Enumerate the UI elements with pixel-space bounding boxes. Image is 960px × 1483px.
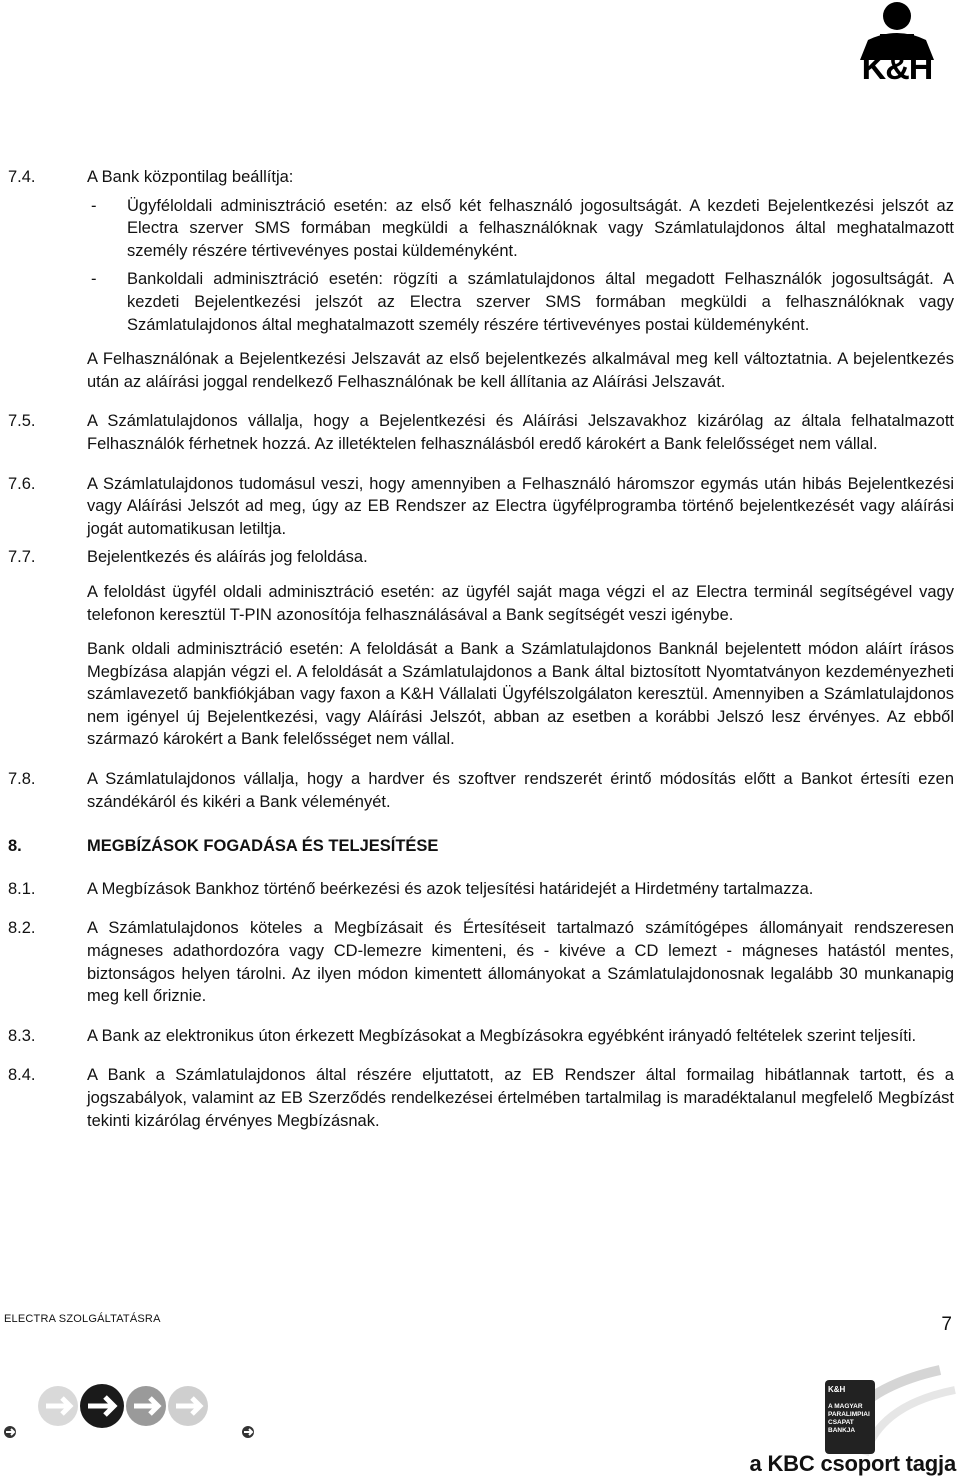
bullet-item: - Ügyféloldali adminisztráció esetén: az első két felhasználó jogosultságát. A kezdeti Bejelentkezési jelszót az Electra szerver SMS formában megküldi a felhasználóknak vagy Számlatulajdonos által meghatalmazott személy részére tértivevényes postai küldeményként.: [91, 196, 954, 260]
section-7-4: [8, 166, 954, 393]
arrow-icons-decoration: [0, 1380, 260, 1450]
arrow-right-icon: [80, 1384, 124, 1428]
badge-brand: K&H: [828, 1385, 846, 1394]
document-body: [8, 166, 954, 1149]
section-text: A Számlatulajdonos köteles a Megbízásait és Értesítéseit tartalmazó számítógépes állományait rendszeresen mágneses adathordozóra vagy CD-lemezre kimenteni, és - kivéve a CD lemezt - mágneses hatástól mentes, biztonságos helyen tárolni. Az ilyen módon kimentett állományokat a Számlatulajdonosnak legalább 30 munkanapig meg kell őriznie.: [87, 919, 954, 1006]
page-number: 7: [941, 1314, 952, 1335]
badge-line: CSAPAT BANKJA: [828, 1419, 856, 1434]
section-text: A Bank az elektronikus úton érkezett Megbízásokat a Megbízásokra egyébként irányadó feltételek szerint teljesíti.: [87, 1026, 917, 1045]
kbc-tagline: a KBC csoport tagja: [749, 1451, 956, 1476]
section-number: 8.1.: [8, 879, 36, 898]
section-number: 8.2.: [8, 919, 36, 938]
arrow-right-icon: [126, 1386, 166, 1426]
bullet-item: - Bankoldali adminisztráció esetén: rögzíti a számlatulajdonos által megadott Felhasználók jogosultságát. A kezdeti Bejelentkezési jelszót az Electra szerver SMS formában megküldi a felhasználóknak vagy Számlatulajdonos által meghatalmazott személy részére tértivevényes postai küldeményként.: [91, 270, 954, 334]
section-text: A Számlatulajdonos vállalja, hogy a hardver és szoftver rendszerét érintő módosítás előtt a Bankot értesíti ezen szándékáról és kikéri a Bank véleményét.: [87, 770, 954, 811]
arrow-right-icon: [38, 1386, 78, 1426]
section-7-5: [8, 410, 954, 455]
section-text: A Számlatulajdonos vállalja, hogy a Bejelentkezési és Aláírási Jelszavakhoz kizárólag az általa felhatalmazott Felhasználók férhetnek hozzá. Az illetéktelen felhasználásból eredő károkért a Bank felelősséget nem vállal.: [87, 412, 954, 453]
section-8-1: [8, 878, 954, 901]
paragraph: A Felhasználónak a Bejelentkezési Jelszavát az első bejelentkezés alkalmával meg kell változtatnia. A bejelentkezés után az aláírási joggal rendelkező Felhasználónak be kell állítania az Aláírási Jelszavát.: [87, 350, 954, 391]
section-text: A Megbízások Bankhoz történő beérkezési és azok teljesítési határidejét a Hirdetmény tartalmazza.: [87, 879, 814, 898]
section-text: A Számlatulajdonos tudomásul veszi, hogy amennyiben a Felhasználó háromszor egymás után hibás Bejelentkezési vagy Aláírási Jelszót ad meg, úgy az EB Rendszer az Electra ügyfélprogramba történő bejelentkezését vagy aláírási jogát automatikusan letiltja.: [87, 474, 954, 538]
section-number: 7.6.: [8, 474, 36, 493]
logo-text: K&H: [861, 49, 933, 87]
bullet-text: Ügyféloldali adminisztráció esetén: az első két felhasználó jogosultságát. A kezdeti Bejelentkezési jelszót az Electra szerver SMS formában megküldi a felhasználóknak vagy Számlatulajdonos által meghatalmazott személy részére tértivevényes postai küldeményként.: [127, 196, 954, 260]
section-8-2: [8, 917, 954, 1007]
paragraph: Bank oldali adminisztráció esetén: A feloldását a Bank a Számlatulajdonos Banknál bejelentett módon aláírt írásos Megbízása alapján végzi el. A feloldását a Számlatulajdonos a Bank által biztosított Nyomtatványon kezdeményezheti számlavezető bankfiókjában vagy faxon a K&H Vállalati Ügyfélszolgálaton keresztül. Amennyiben a Számlatulajdonos nem igényel új Bejelentkezési, vagy Aláírási Jelszót, abban az esetben a korábbi Jelszó lesz érvényes. Az ebből származó károkért a Bank felelősséget nem vállal.: [87, 640, 954, 749]
section-heading: MEGBÍZÁSOK FOGADÁSA ÉS TELJESÍTÉSE: [87, 837, 439, 856]
section-number: 7.5.: [8, 412, 36, 431]
small-arrow-icon: [4, 1426, 16, 1438]
badge-line: PARALIMPIAI: [828, 1411, 870, 1418]
section-number: 7.8.: [8, 770, 36, 789]
section-number: 8.: [8, 837, 22, 856]
section-7-8: [8, 768, 954, 813]
section-number: 7.4.: [8, 168, 36, 186]
section-7-7: [8, 546, 954, 751]
section-text: A Bank központilag beállítja:: [87, 168, 294, 186]
section-8-3: [8, 1025, 954, 1048]
section-7-6: [8, 473, 954, 541]
section-number: 7.7.: [8, 548, 36, 567]
small-arrow-icon: [242, 1426, 254, 1438]
bullet-text: Bankoldali adminisztráció esetén: rögzíti a számlatulajdonos által megadott Felhasználók jogosultságát. A kezdeti Bejelentkezési jelszót az Electra szerver SMS formában megküldi a felhasználóknak vagy Számlatulajdonos által meghatalmazott személy részére tértivevényes postai küldeményként.: [127, 270, 954, 334]
section-text: A Bank a Számlatulajdonos által részére eljuttatott, az EB Rendszer által formailag hibátlannak tartott, és a jogszabályok, valamint az EB Szerződés rendelkezései értelmében tartalmilag is maradéktalanul megfelelő Megbízást tekinti kizárólag érvényes Megbízásnak.: [87, 1066, 954, 1130]
arrow-right-icon: [168, 1386, 208, 1426]
section-8-heading: [8, 835, 954, 858]
section-number: 8.3.: [8, 1026, 36, 1045]
section-8-4: [8, 1064, 954, 1132]
kh-logo: [838, 0, 956, 90]
footer-label: ELECTRA SZOLGÁLTATÁSRA: [4, 1313, 161, 1325]
section-text: Bejelentkezés és aláírás jog feloldása.: [87, 548, 368, 567]
badge-line: A MAGYAR: [828, 1403, 863, 1410]
paralympic-badge: [825, 1380, 875, 1454]
paragraph: A feloldást ügyfél oldali adminisztráció esetén: az ügyfél saját maga végzi el az Electra terminál segítségével vagy telefonon keresztül T-PIN azonosítója felhasználásával a Bank segítségét veszi igénybe.: [87, 582, 954, 624]
section-number: 8.4.: [8, 1066, 36, 1085]
